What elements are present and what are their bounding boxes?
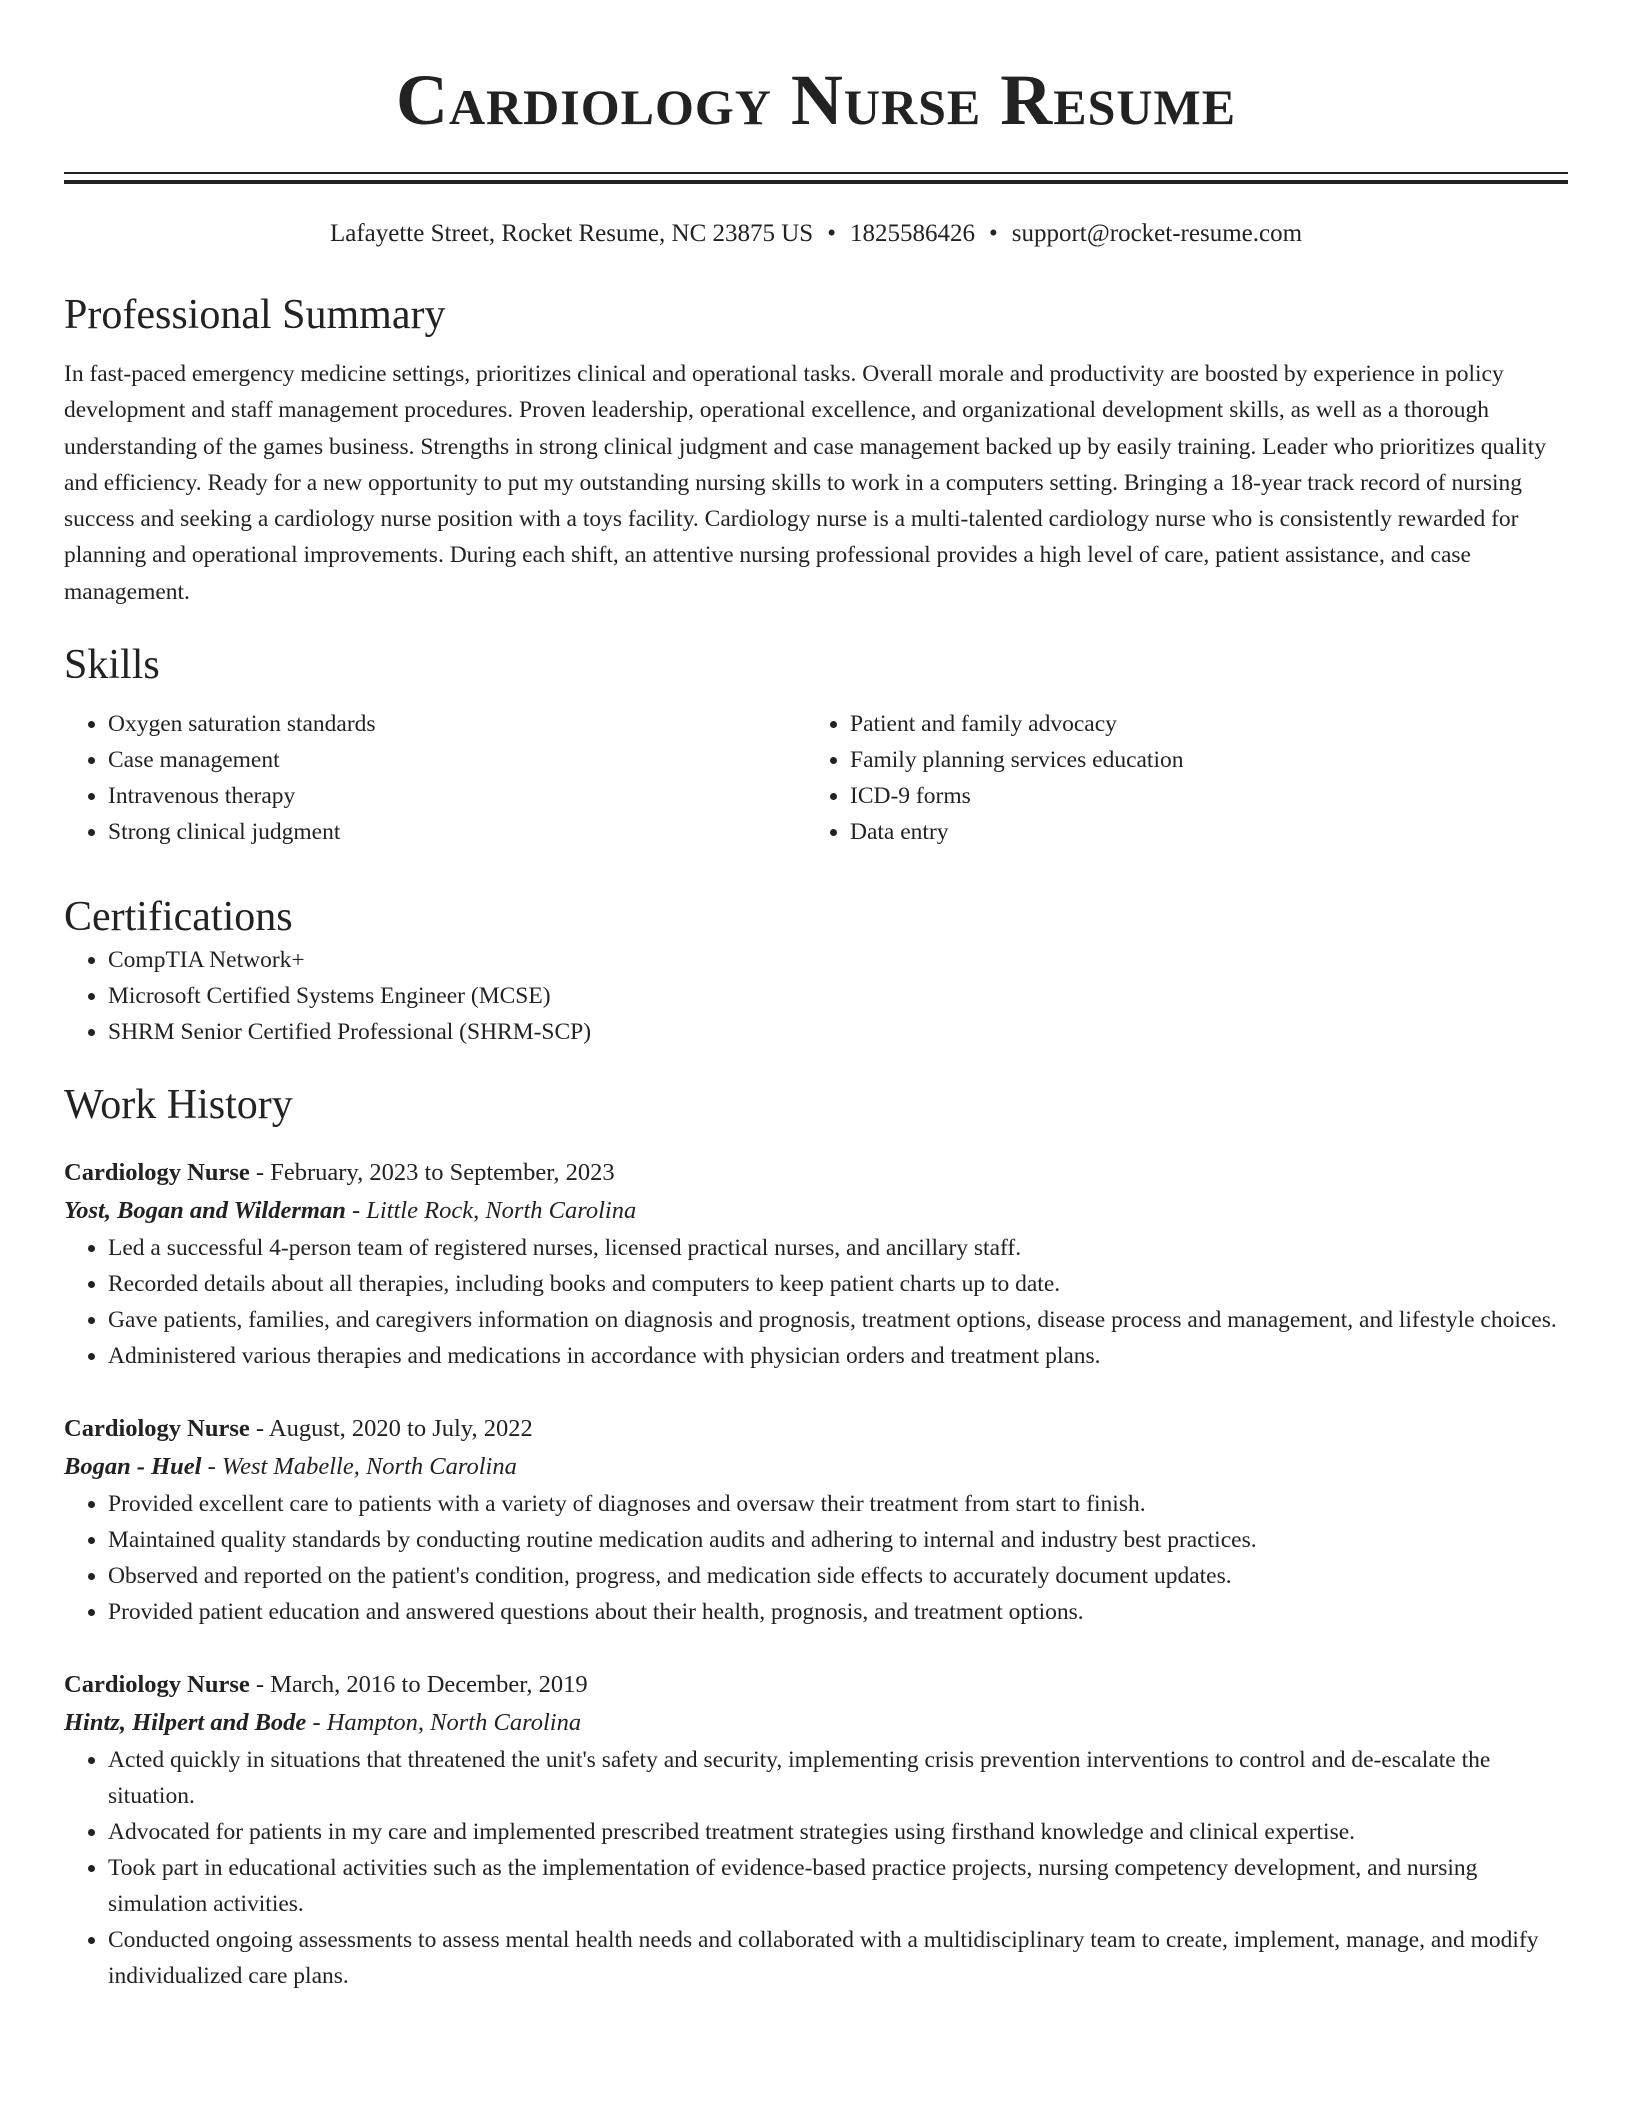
job-duty-item: • Led a successful 4-person team of registered nurses, licensed practical nurses, and ancillary staff. <box>108 1230 1568 1266</box>
skills-grid <box>64 706 1568 850</box>
summary-text: In fast-paced emergency medicine settings, prioritizes clinical and operational tasks. Overall morale and productivity are boosted by experience in policy development and staff management procedures. Proven leadership, operational excellence, and organizational development skills, as well as a thorough understanding of the games business. Strengths in strong clinical judgment and case management backed up by easily training. Leader who prioritizes quality and efficiency. Ready for a new opportunity to put my outstanding nursing skills to work in a computers setting. Bringing a 18-year track record of nursing success and seeking a cardiology nurse position with a toys facility. Cardiology nurse is a multi-talented cardiology nurse who is consistently rewarded for planning and operational improvements. During each shift, an attentive nursing professional provides a high level of care, patient assistance, and case management. <box>64 361 1547 605</box>
job-location: Little Rock, North Carolina <box>366 1197 637 1225</box>
contact-separator: • <box>988 220 998 247</box>
skills-list-left <box>64 706 806 850</box>
job-duty-item: • Took part in educational activities such as the implementation of evidence-based practice projects, nursing competency development, and nursing simulation activities. <box>108 1850 1568 1922</box>
skills-column-left <box>64 706 806 850</box>
job-dash: - <box>255 1415 265 1443</box>
skills-column-right <box>806 706 1548 850</box>
job-dates: February, 2023 to September, 2023 <box>270 1159 615 1187</box>
skill-item: • Oxygen saturation standards <box>108 706 806 742</box>
job-employer-line <box>64 1704 1568 1742</box>
certification-item: • Microsoft Certified Systems Engineer (MCSE) <box>108 978 1568 1014</box>
job-duty-item: • Conducted ongoing assessments to assess mental health needs and collaborated with a multidisciplinary team to create, implement, manage, and modify individualized care plans. <box>108 1922 1568 1994</box>
resume-title: Cardiology Nurse Resume <box>395 60 1237 140</box>
job-dash: - <box>351 1197 361 1225</box>
skill-item: • Family planning services education <box>850 742 1548 778</box>
skills-list-right <box>806 706 1548 850</box>
job-dates: March, 2016 to December, 2019 <box>270 1671 588 1699</box>
job-employer: Bogan - Huel <box>64 1453 202 1481</box>
contact-separator: • <box>827 220 836 247</box>
job-employer: Hintz, Hilpert and Bode <box>64 1709 307 1737</box>
job-title-line <box>64 1666 1568 1704</box>
certification-item: • SHRM Senior Certified Professional (SHRM-SCP) <box>108 1014 1568 1050</box>
summary-heading: Professional Summary <box>64 292 446 338</box>
skills-heading: Skills <box>64 642 160 689</box>
job-title: Cardiology Nurse <box>64 1159 250 1187</box>
job-employer: Yost, Bogan and Wilderman <box>64 1197 346 1225</box>
job-employer-line <box>64 1448 1568 1486</box>
certification-item: • CompTIA Network+ <box>108 942 1568 978</box>
job-dash: - <box>207 1453 216 1481</box>
job-title: Cardiology Nurse <box>64 1415 250 1443</box>
job-dash: - <box>255 1671 265 1699</box>
title-divider-thick <box>64 180 1568 184</box>
skill-item: • Data entry <box>850 814 1548 850</box>
job-duty-item: • Provided patient education and answered questions about their health, prognosis, and treatment options. <box>108 1594 1568 1630</box>
job-entry <box>64 1666 1568 1994</box>
job-duty-item: • Maintained quality standards by conducting routine medication audits and adhering to internal and industry best practices. <box>108 1522 1568 1558</box>
job-duty-item: • Administered various therapies and medications in accordance with physician orders and treatment plans. <box>108 1338 1568 1374</box>
job-duty-item: • Advocated for patients in my care and implemented prescribed treatment strategies using firsthand knowledge and clinical expertise. <box>108 1814 1568 1850</box>
contact-email: support@rocket-resume.com <box>1011 220 1303 247</box>
job-location: Hampton, North Carolina <box>326 1709 582 1737</box>
skill-item: • Patient and family advocacy <box>850 706 1548 742</box>
job-title-line <box>64 1410 1568 1448</box>
skill-item: • ICD-9 forms <box>850 778 1548 814</box>
job-duty-item: • Observed and reported on the patient's condition, progress, and medication side effects to accurately document updates. <box>108 1558 1568 1594</box>
job-employer-line <box>64 1192 1568 1230</box>
job-title: Cardiology Nurse <box>64 1671 250 1699</box>
title-divider-thin <box>64 172 1568 174</box>
contact-line <box>64 218 1568 250</box>
job-dash: - <box>255 1159 265 1187</box>
certifications-list <box>64 942 1568 1050</box>
skill-item: • Strong clinical judgment <box>108 814 806 850</box>
job-location: West Mabelle, North Carolina <box>221 1453 517 1481</box>
job-duty-item: • Acted quickly in situations that threatened the unit's safety and security, implementing crisis prevention interventions to control and de-escalate the situation. <box>108 1742 1568 1814</box>
job-dates: August, 2020 to July, 2022 <box>268 1415 533 1443</box>
work-history-heading: Work History <box>64 1082 293 1129</box>
job-duty-item: • Gave patients, families, and caregivers information on diagnosis and prognosis, treatment options, disease process and management, and lifestyle choices. <box>108 1302 1568 1338</box>
certifications-heading: Certifications <box>64 894 293 941</box>
contact-address: Lafayette Street, Rocket Resume, NC 23875 US <box>329 220 814 247</box>
job-duties-list <box>64 1742 1568 1994</box>
job-duties-list <box>64 1486 1568 1630</box>
job-duties-list <box>64 1230 1568 1374</box>
skill-item: • Case management <box>108 742 806 778</box>
job-title-line <box>64 1154 1568 1192</box>
job-duty-item: • Provided excellent care to patients with a variety of diagnoses and oversaw their treatment from start to finish. <box>108 1486 1568 1522</box>
skill-item: • Intravenous therapy <box>108 778 806 814</box>
job-entry <box>64 1410 1568 1630</box>
job-duty-item: • Recorded details about all therapies, including books and computers to keep patient charts up to date. <box>108 1266 1568 1302</box>
contact-phone: 1825586426 <box>849 220 975 247</box>
job-dash: - <box>312 1709 321 1737</box>
resume-page <box>64 0 1568 1994</box>
job-entry <box>64 1154 1568 1374</box>
